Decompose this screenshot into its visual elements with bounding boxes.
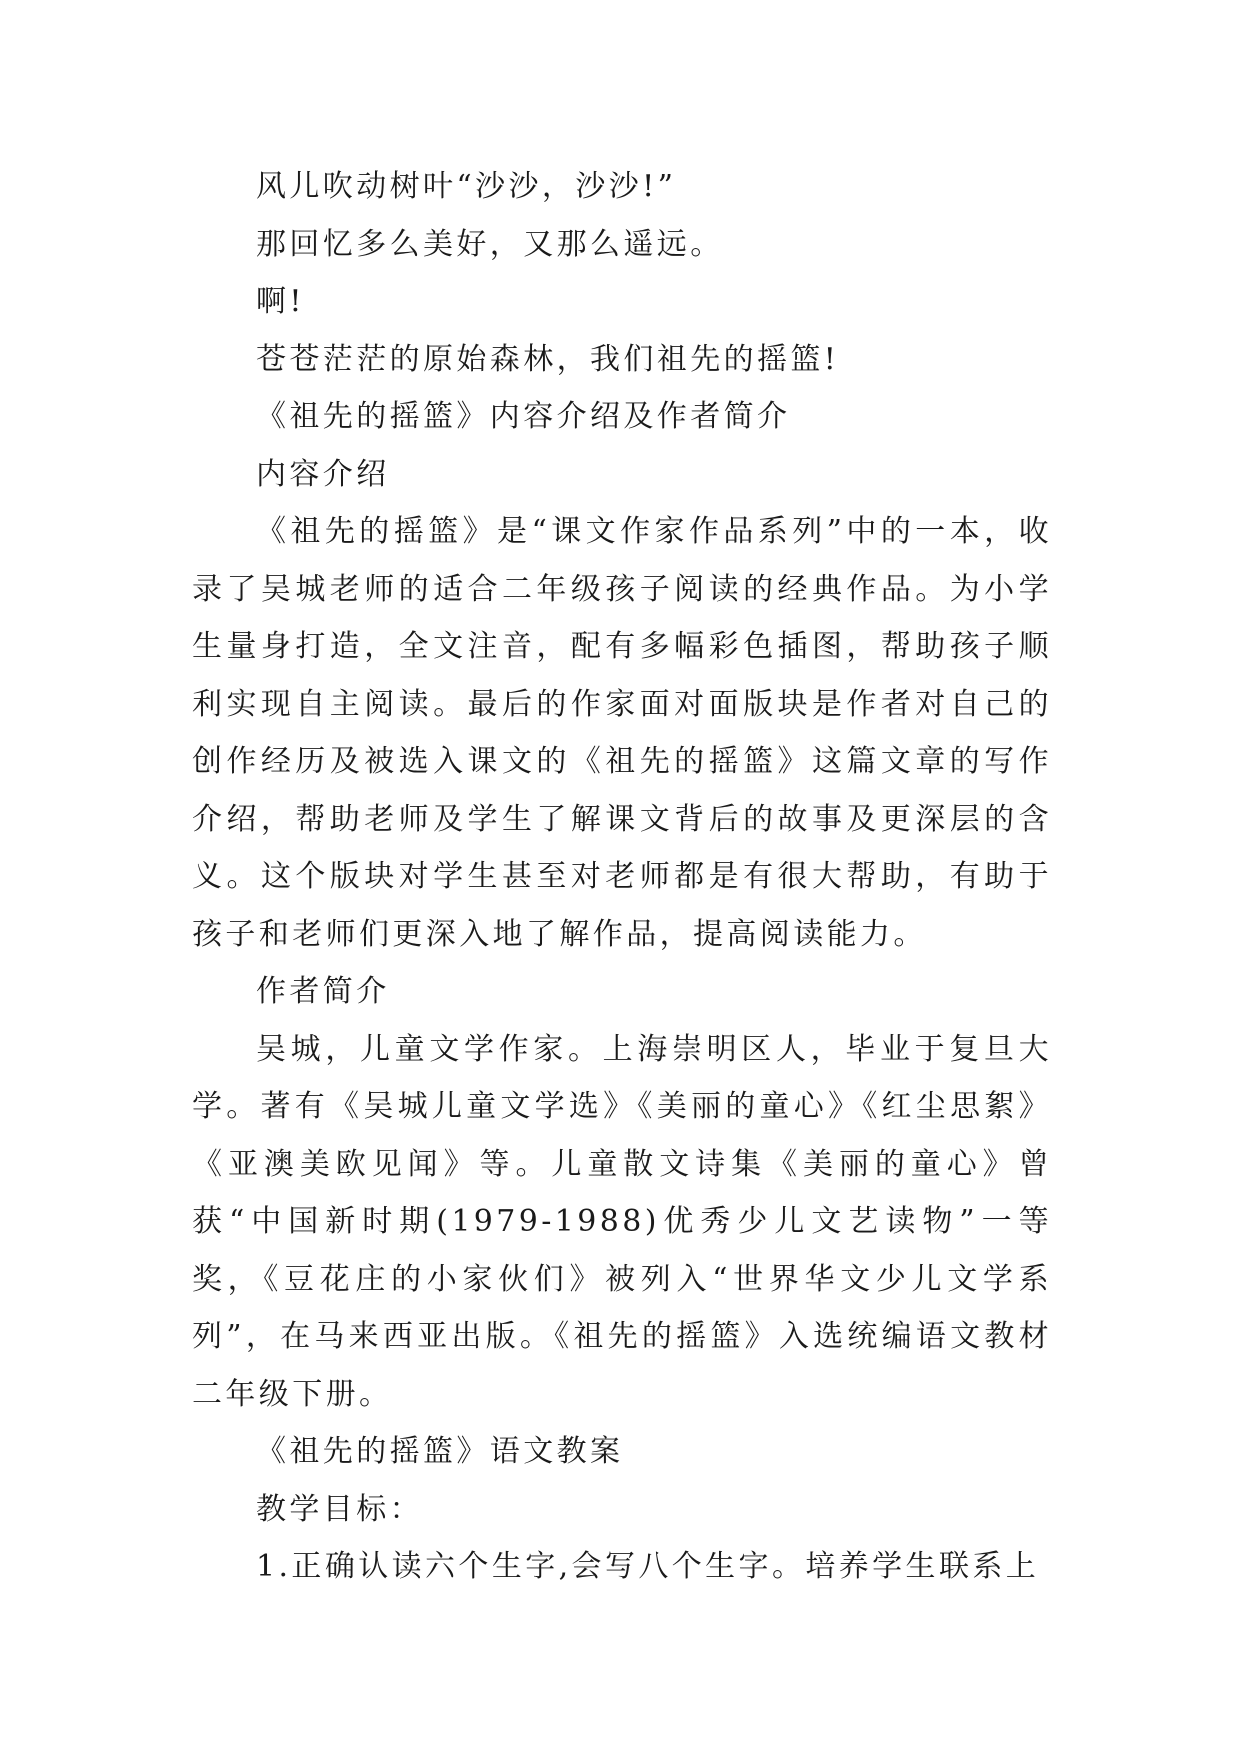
poem-line: 风儿吹动树叶“沙沙，沙沙!” bbox=[256, 169, 677, 204]
section-title: 《祖先的摇篮》内容介绍及作者简介 bbox=[256, 399, 791, 434]
content-intro-paragraph: 《祖先的摇篮》是“课文作家作品系列”中的一本，收录了吴城老师的适合二年级孩子阅读的经典作品。为小学生量身打造，全文注音，配有多幅彩色插图，帮助孩子顺利实现自主阅读。最后的作家面对面版块是作者对自己的创作经历及被选入课文的《祖先的摇篮》这篇文章的写作介绍，帮助老师及学生了解课文背后的故事及更深层的含义。这个版块对学生甚至对老师都是有很大帮助，有助于孩子和老师们更深入地了解作品，提高阅读能力。 bbox=[192, 514, 1052, 952]
teaching-goals-heading: 教学目标： bbox=[256, 1491, 423, 1527]
author-intro-paragraph: 吴城，儿童文学作家。上海崇明区人，毕业于复旦大学。著有《吴城儿童文学选》《美丽的童心》《红尘思絮》《亚澳美欧见闻》等。儿童散文诗集《美丽的童心》曾获“中国新时期(1979-1988)优秀少儿文艺读物”一等奖，《豆花庄的小家伙们》被列入“世界华文少儿文学系列”，在马来西亚出版。《祖先的摇篮》入选统编语文教材二年级下册。 bbox=[192, 1031, 1052, 1412]
document-page bbox=[192, 158, 1052, 1596]
poem-line: 那回忆多么美好，又那么遥远。 bbox=[256, 226, 724, 262]
lesson-plan-title: 《祖先的摇篮》语文教案 bbox=[256, 1434, 624, 1469]
author-intro-heading: 作者简介 bbox=[256, 974, 390, 1009]
poem-line: 苍苍茫茫的原始森林，我们祖先的摇篮! bbox=[256, 341, 840, 377]
poem-line: 啊! bbox=[256, 284, 305, 319]
teaching-goal-item: 1.正确认读六个生字,会写八个生字。培养学生联系上 bbox=[256, 1549, 1040, 1584]
content-intro-heading: 内容介绍 bbox=[256, 456, 390, 492]
